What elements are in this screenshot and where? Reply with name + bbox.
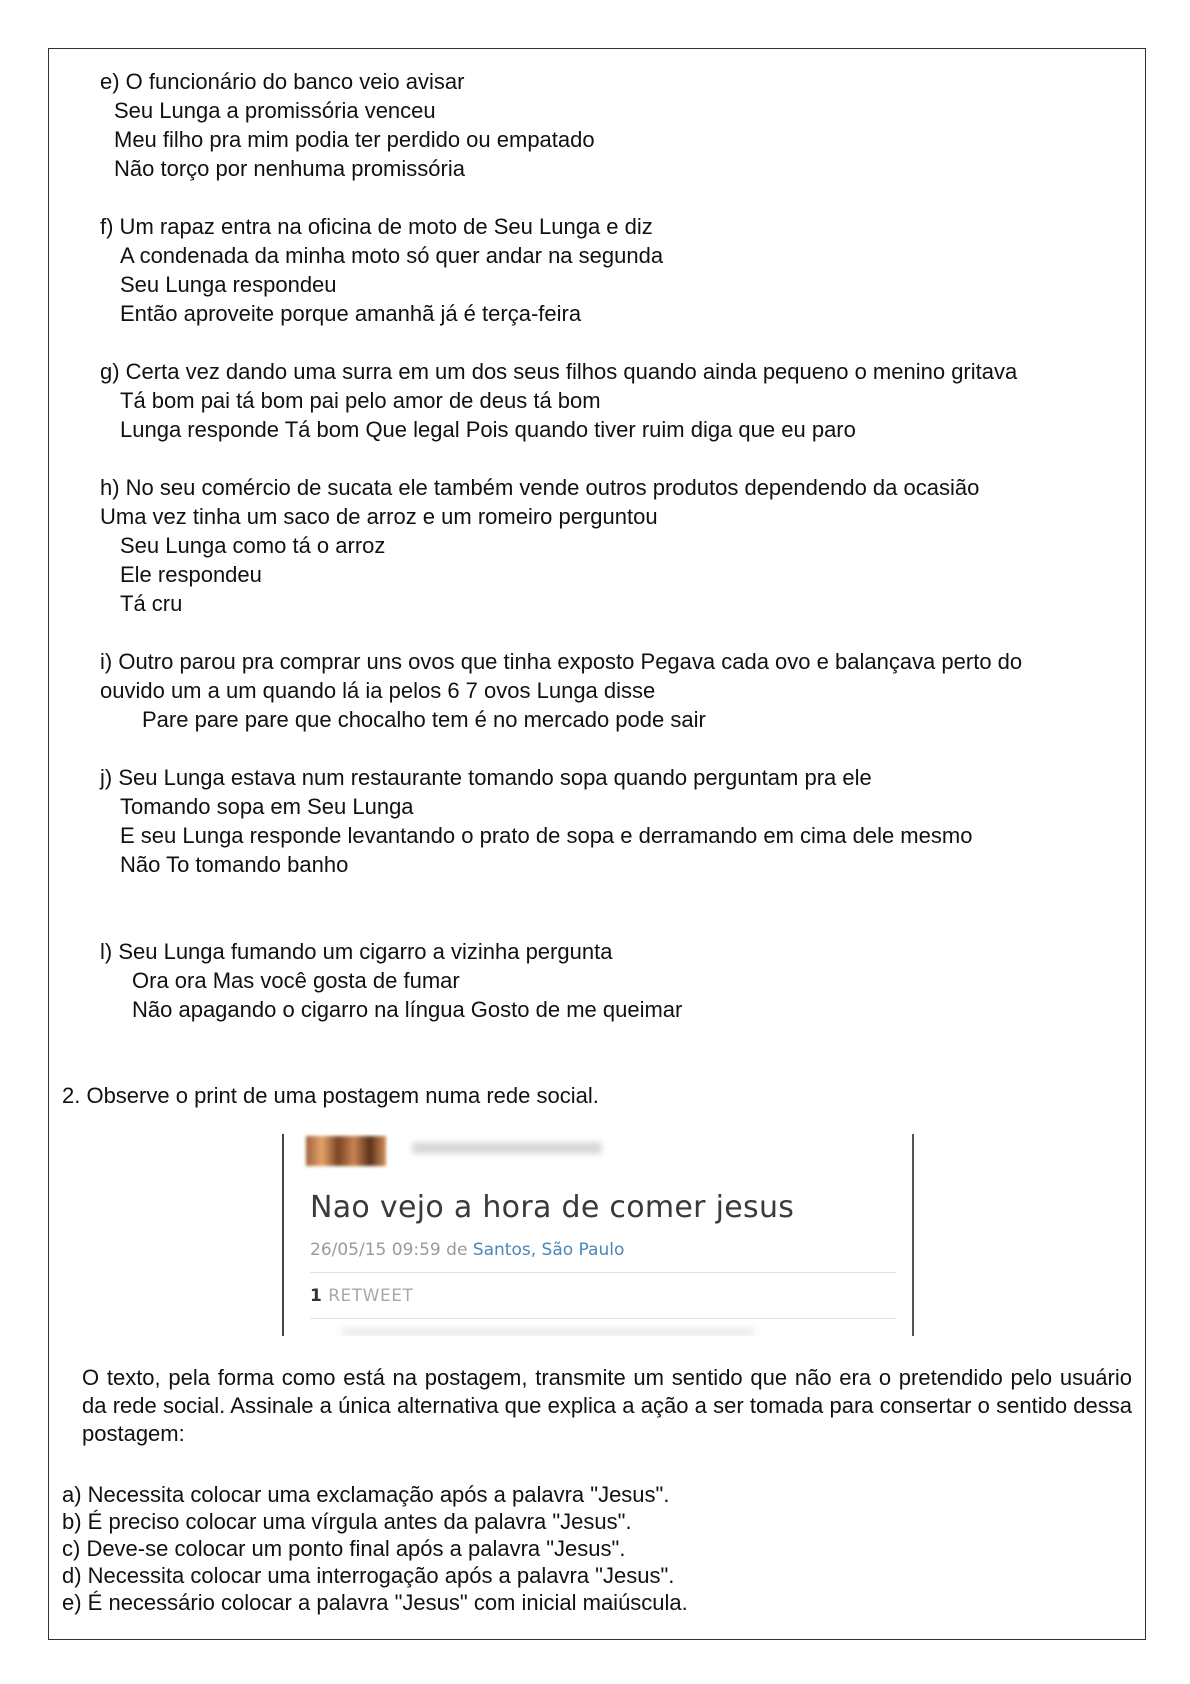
joke-j-label: j) Seu Lunga estava num restaurante tomando sopa quando perguntam pra ele (100, 765, 872, 790)
joke-j-line: Não To tomando banho (120, 852, 349, 877)
tweet-timestamp: 26/05/15 09:59 de (310, 1240, 473, 1260)
joke-i-label-cont: ouvido um a um quando lá ia pelos 6 7 ovos Lunga disse (100, 678, 656, 703)
tweet-meta (310, 1240, 624, 1260)
question-heading: 2. Observe o print de uma postagem numa rede social. (62, 1083, 599, 1108)
joke-g-line: Tá bom pai tá bom pai pelo amor de deus tá bom (120, 388, 601, 413)
tweet-retweets[interactable] (310, 1286, 413, 1306)
joke-h-line: Tá cru (120, 591, 183, 616)
question-prompt (82, 1364, 1132, 1448)
joke-j-line: E seu Lunga responde levantando o prato de sopa e derramando em cima dele mesmo (120, 823, 973, 848)
retweet-count: 1 (310, 1286, 323, 1306)
joke-l-line: Não apagando o cigarro na língua Gosto de me queimar (132, 997, 683, 1022)
screenshot-edge (912, 1134, 914, 1336)
joke-f-line: A condenada da minha moto só quer andar na segunda (120, 243, 664, 268)
joke-l-line: Ora ora Mas você gosta de fumar (132, 968, 460, 993)
divider (310, 1272, 896, 1273)
joke-g-label: g) Certa vez dando uma surra em um dos seus filhos quando ainda pequeno o menino gritava (100, 359, 1018, 384)
joke-l-label: l) Seu Lunga fumando um cigarro a vizinha pergunta (100, 939, 613, 964)
joke-j-line: Tomando sopa em Seu Lunga (120, 794, 414, 819)
screenshot-edge (282, 1134, 284, 1336)
option-b: b) É preciso colocar uma vírgula antes da palavra "Jesus". (62, 1509, 632, 1534)
joke-f-line: Seu Lunga respondeu (120, 272, 337, 297)
option-d: d) Necessita colocar uma interrogação após a palavra "Jesus". (62, 1563, 675, 1588)
joke-e-label: e) O funcionário do banco veio avisar (100, 69, 465, 94)
joke-e-line: Não torço por nenhuma promissória (114, 156, 465, 181)
joke-f-line: Então aproveite porque amanhã já é terça-feira (120, 301, 582, 326)
joke-e-line: Meu filho pra mim podia ter perdido ou empatado (114, 127, 595, 152)
option-e: e) É necessário colocar a palavra "Jesus" com inicial maiúscula. (62, 1590, 688, 1615)
blurred-username (412, 1142, 602, 1154)
retweet-label: RETWEET (322, 1286, 414, 1306)
joke-h-label-cont: Uma vez tinha um saco de arroz e um romeiro perguntou (100, 504, 658, 529)
tweet-text: Nao vejo a hora de comer jesus (310, 1190, 795, 1225)
joke-h-line: Seu Lunga como tá o arroz (120, 533, 386, 558)
joke-g-line: Lunga responde Tá bom Que legal Pois quando tiver ruim diga que eu paro (120, 417, 856, 442)
tweet-location[interactable]: Santos, São Paulo (472, 1240, 625, 1260)
question-prompt-text: O texto, pela forma como está na postagem, transmite um sentido que não era o pretendido pelo usuário da rede social. Assinale a única alternativa que explica a ação a ser tomada para consertar o sentido dessa postagem: (82, 1365, 1132, 1446)
joke-f-label: f) Um rapaz entra na oficina de moto de Seu Lunga e diz (100, 214, 653, 239)
tweet-screenshot (282, 1134, 914, 1336)
joke-h-line: Ele respondeu (120, 562, 262, 587)
joke-i-line: Pare pare pare que chocalho tem é no mercado pode sair (142, 707, 706, 732)
blurred-avatar (306, 1136, 386, 1166)
blurred-content (342, 1328, 754, 1336)
joke-i-label: i) Outro parou pra comprar uns ovos que tinha exposto Pegava cada ovo e balançava perto do (100, 649, 1023, 674)
option-c: c) Deve-se colocar um ponto final após a palavra "Jesus". (62, 1536, 626, 1561)
joke-h-label: h) No seu comércio de sucata ele também vende outros produtos dependendo da ocasião (100, 475, 980, 500)
divider (310, 1318, 896, 1319)
joke-e-line: Seu Lunga a promissória venceu (114, 98, 436, 123)
option-a: a) Necessita colocar uma exclamação após a palavra "Jesus". (62, 1482, 670, 1507)
